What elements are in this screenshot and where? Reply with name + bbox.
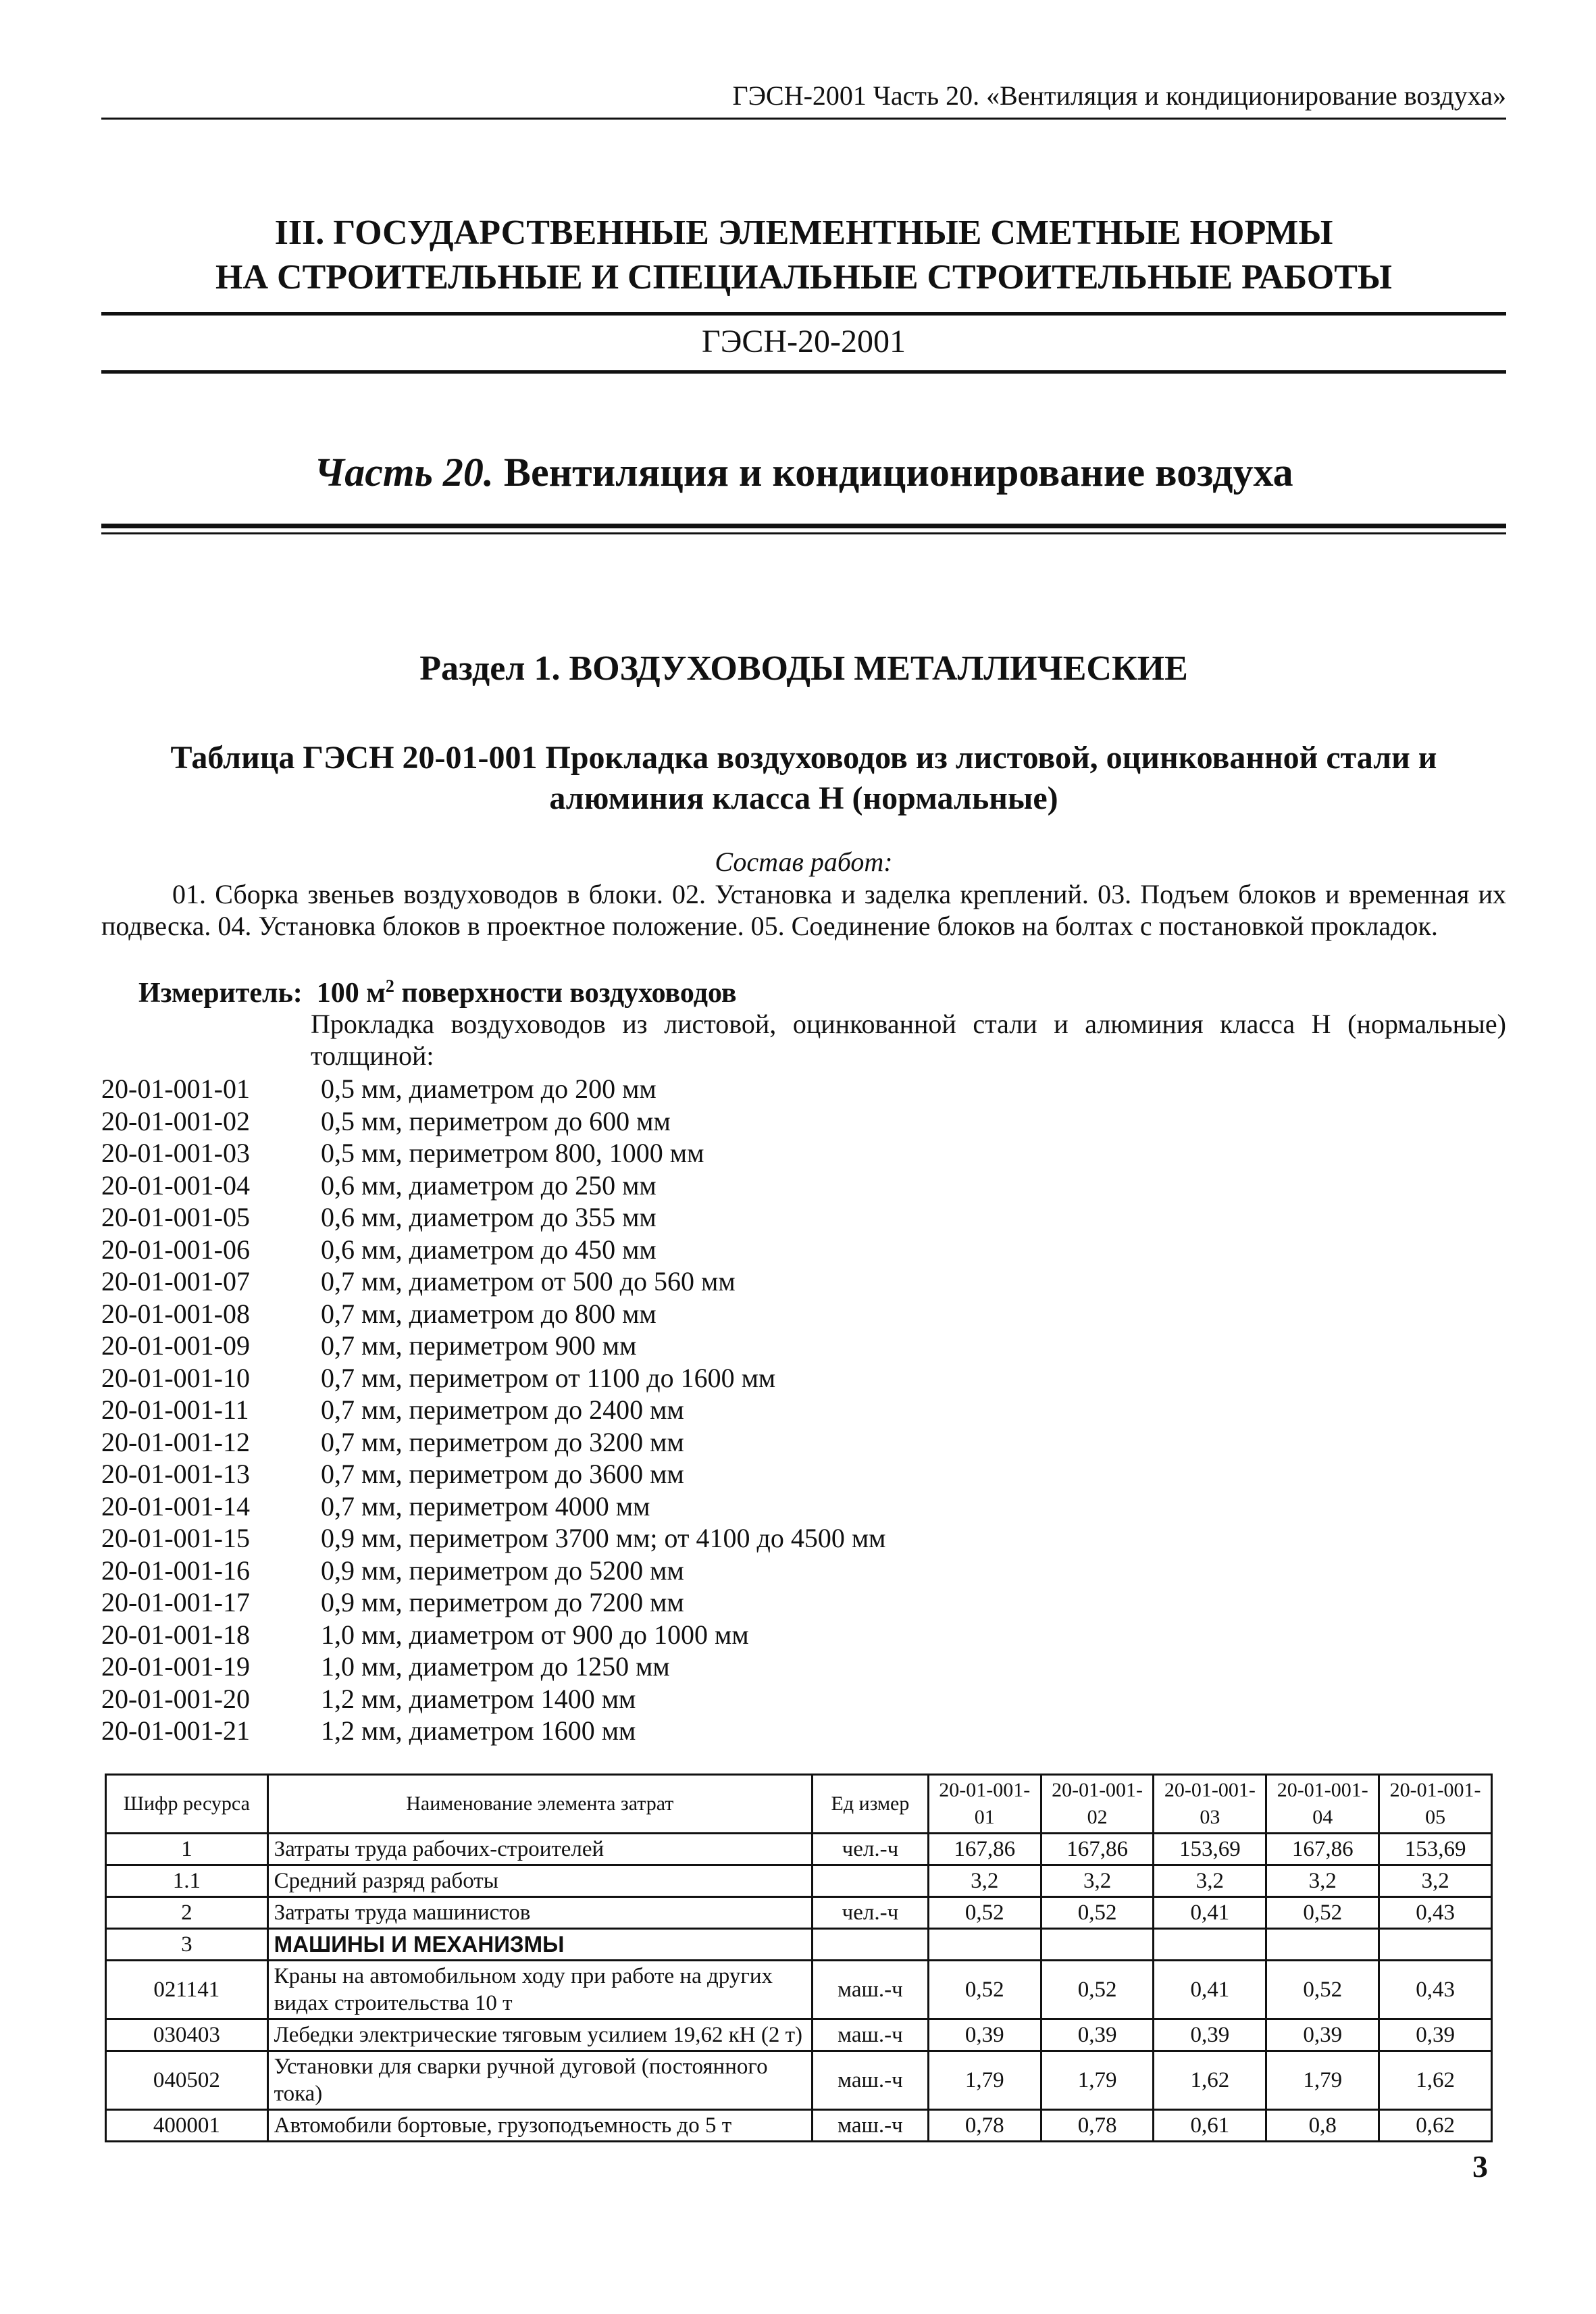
norm-row [101, 1234, 1506, 1266]
norm-description: 0,5 мм, периметром 800, 1000 мм [321, 1138, 704, 1169]
norm-description: 0,5 мм, периметром до 600 мм [321, 1105, 671, 1136]
norm-row [101, 1586, 1506, 1619]
norm-description: 0,9 мм, периметром 3700 мм; от 4100 до 4500 мм [321, 1523, 886, 1554]
norm-code: 20-01-001-19 [101, 1651, 250, 1682]
norm-code: 20-01-001-16 [101, 1555, 250, 1586]
norm-description: 0,7 мм, периметром до 3200 мм [321, 1426, 684, 1457]
norm-code: 20-01-001-21 [101, 1715, 250, 1746]
norm-description: 0,7 мм, периметром 900 мм [321, 1330, 637, 1361]
table-row [106, 1961, 1492, 2019]
table-row [106, 2110, 1492, 2142]
code-title: ГЭСН-20-2001 [701, 324, 906, 359]
cell-value [1041, 1929, 1154, 1961]
norm-row [101, 1298, 1506, 1330]
table-row [106, 1929, 1492, 1961]
cell-value: 0,52 [928, 1961, 1041, 2019]
cell-value: 0,39 [928, 2019, 1041, 2051]
table-title-line-1: Таблица ГЭСН 20-01-001 Прокладка воздуховодов из листовой, оцинкованной стали и [170, 740, 1437, 776]
cost-table-header [106, 1775, 1492, 1834]
header-unit: Ед измер [813, 1775, 929, 1834]
norm-code: 20-01-001-11 [101, 1394, 249, 1426]
cell-value: 0,8 [1266, 2110, 1379, 2142]
header-col-1: 20-01-001-01 [928, 1775, 1041, 1834]
title-rule-bottom [101, 370, 1506, 374]
norm-description: 0,7 мм, периметром до 2400 мм [321, 1394, 684, 1426]
part-title [101, 449, 1506, 496]
norm-row [101, 1619, 1506, 1651]
norm-code: 20-01-001-18 [101, 1619, 250, 1650]
cell-resource-code: 030403 [106, 2019, 268, 2051]
cell-cost-name: Затраты труда машинистов [267, 1897, 812, 1929]
cell-unit: чел.-ч [813, 1897, 929, 1929]
norm-code: 20-01-001-15 [101, 1523, 250, 1554]
norm-code: 20-01-001-03 [101, 1138, 250, 1169]
table-row [106, 2051, 1492, 2110]
header-resource: Шифр ресурса [106, 1775, 268, 1834]
cell-value: 167,86 [928, 1834, 1041, 1865]
norm-description: 0,7 мм, периметром 4000 мм [321, 1490, 650, 1521]
cell-value: 3,2 [928, 1865, 1041, 1897]
norm-row [101, 1137, 1506, 1169]
cell-resource-code: 3 [106, 1929, 268, 1961]
header-rule [101, 118, 1506, 120]
norm-code: 20-01-001-08 [101, 1298, 250, 1329]
document-title [101, 211, 1506, 300]
cell-unit [813, 1865, 929, 1897]
cell-value: 167,86 [1266, 1834, 1379, 1865]
cell-value: 0,52 [1041, 1961, 1154, 2019]
norm-row [101, 1201, 1506, 1234]
part-rule-thick [101, 524, 1506, 528]
norm-description: 0,6 мм, диаметром до 355 мм [321, 1202, 657, 1233]
cell-value: 0,41 [1154, 1961, 1266, 2019]
cell-value: 0,78 [1041, 2110, 1154, 2142]
norm-row [101, 1683, 1506, 1715]
norm-row [101, 1715, 1506, 1747]
norm-code: 20-01-001-06 [101, 1234, 250, 1265]
norm-description: 0,9 мм, периметром до 7200 мм [321, 1587, 684, 1618]
cell-unit: маш.-ч [813, 2051, 929, 2110]
norm-description: 0,7 мм, диаметром от 500 до 560 мм [321, 1266, 736, 1297]
cell-value: 0,43 [1379, 1897, 1492, 1929]
norm-description: 0,5 мм, диаметром до 200 мм [321, 1074, 657, 1105]
cell-value [1266, 1929, 1379, 1961]
cell-value: 0,39 [1154, 2019, 1266, 2051]
cell-cost-name: Установки для сварки ручной дуговой (постоянного тока) [267, 2051, 812, 2110]
cell-value: 0,41 [1154, 1897, 1266, 1929]
table-row [106, 1834, 1492, 1865]
norm-description: 1,2 мм, диаметром 1400 мм [321, 1683, 636, 1714]
cell-cost-name: Лебедки электрические тяговым усилием 19,62 кН (2 т) [267, 2019, 812, 2051]
cell-value: 3,2 [1379, 1865, 1492, 1897]
norm-row [101, 1169, 1506, 1202]
cell-value: 0,52 [1266, 1961, 1379, 2019]
cell-resource-code: 1 [106, 1834, 268, 1865]
norm-description: 1,0 мм, диаметром до 1250 мм [321, 1651, 670, 1682]
norm-row [101, 1651, 1506, 1683]
cell-resource-code: 2 [106, 1897, 268, 1929]
works-text: 01. Сборка звеньев воздуховодов в блоки. 02. Установка и заделка креплений. 03. Подъем блоков и временная их подвеска. 04. Установка блоков в проектное положение. 05. Соединение блоков на болтах с постановкой прокладок. [101, 879, 1506, 941]
part-label: Часть 20. [314, 450, 494, 495]
page-number: 3 [1472, 2149, 1488, 2184]
header-col-2: 20-01-001-02 [1041, 1775, 1154, 1834]
title-rule-top [101, 312, 1506, 316]
header-name: Наименование элемента затрат [267, 1775, 812, 1834]
cell-value [928, 1929, 1041, 1961]
cell-value: 153,69 [1154, 1834, 1266, 1865]
norm-code: 20-01-001-04 [101, 1169, 250, 1201]
cell-value: 0,39 [1379, 2019, 1492, 2051]
measure-unit [138, 976, 737, 1009]
measure-label: Измеритель: [138, 978, 303, 1009]
section-title: Раздел 1. ВОЗДУХОВОДЫ МЕТАЛЛИЧЕСКИЕ [419, 649, 1188, 688]
cell-value: 1,62 [1379, 2051, 1492, 2110]
table-title-line-2: алюминия класса Н (нормальные) [549, 780, 1058, 816]
cell-cost-name: Средний разряд работы [267, 1865, 812, 1897]
measure-sup: 2 [385, 976, 394, 996]
cell-unit: маш.-ч [813, 2110, 929, 2142]
norm-row [101, 1458, 1506, 1490]
norm-description: 0,9 мм, периметром до 5200 мм [321, 1555, 684, 1586]
header-col-3: 20-01-001-03 [1154, 1775, 1266, 1834]
cell-resource-code: 1.1 [106, 1865, 268, 1897]
norm-description: 0,7 мм, диаметром до 800 мм [321, 1298, 657, 1329]
norm-row [101, 1362, 1506, 1394]
table-title [101, 738, 1506, 819]
cell-cost-name: Автомобили бортовые, грузоподъемность до 5 т [267, 2110, 812, 2142]
norm-code: 20-01-001-12 [101, 1426, 250, 1457]
cell-value: 0,52 [928, 1897, 1041, 1929]
norm-row [101, 1522, 1506, 1555]
cell-value: 0,52 [1266, 1897, 1379, 1929]
norm-description: 0,7 мм, периметром от 1100 до 1600 мм [321, 1362, 776, 1393]
cell-value [1379, 1929, 1492, 1961]
norm-row [101, 1490, 1506, 1523]
cell-value: 0,61 [1154, 2110, 1266, 2142]
cell-unit: чел.-ч [813, 1834, 929, 1865]
norm-description: 1,0 мм, диаметром от 900 до 1000 мм [321, 1619, 749, 1650]
header-col-4: 20-01-001-04 [1266, 1775, 1379, 1834]
works-heading: Состав работ: [715, 847, 893, 877]
table-row [106, 2019, 1492, 2051]
cell-cost-name: МАШИНЫ И МЕХАНИЗМЫ [267, 1929, 812, 1961]
cell-value: 3,2 [1041, 1865, 1154, 1897]
cell-value: 167,86 [1041, 1834, 1154, 1865]
norm-row [101, 1426, 1506, 1459]
norm-row [101, 1555, 1506, 1587]
cell-unit [813, 1929, 929, 1961]
cell-value: 1,79 [1266, 2051, 1379, 2110]
norm-code: 20-01-001-10 [101, 1362, 250, 1393]
header-col-5: 20-01-001-05 [1379, 1775, 1492, 1834]
cell-value [1154, 1929, 1266, 1961]
cell-value: 0,43 [1379, 1961, 1492, 2019]
cell-value: 0,39 [1041, 2019, 1154, 2051]
cell-cost-name: Краны на автомобильном ходу при работе на других видах строительства 10 т [267, 1961, 812, 2019]
cell-value: 0,39 [1266, 2019, 1379, 2051]
norm-code: 20-01-001-17 [101, 1587, 250, 1618]
running-header: ГЭСН-2001 Часть 20. «Вентиляция и кондиционирование воздуха» [732, 80, 1506, 111]
cell-value: 1,79 [1041, 2051, 1154, 2110]
norm-code: 20-01-001-20 [101, 1683, 250, 1714]
cell-value: 153,69 [1379, 1834, 1492, 1865]
cell-value: 0,62 [1379, 2110, 1492, 2142]
norm-code: 20-01-001-09 [101, 1330, 250, 1361]
cell-value: 1,79 [928, 2051, 1041, 2110]
norm-description: 1,2 мм, диаметром 1600 мм [321, 1715, 636, 1746]
cell-unit: маш.-ч [813, 1961, 929, 2019]
norm-description: 0,6 мм, диаметром до 450 мм [321, 1234, 657, 1265]
table-row [106, 1865, 1492, 1897]
title-line-1: III. ГОСУДАРСТВЕННЫЕ ЭЛЕМЕНТНЫЕ СМЕТНЫЕ НОРМЫ [274, 213, 1333, 252]
table-row [106, 1897, 1492, 1929]
norm-code: 20-01-001-13 [101, 1459, 250, 1490]
title-line-2: НА СТРОИТЕЛЬНЫЕ И СПЕЦИАЛЬНЫЕ СТРОИТЕЛЬНЫЕ РАБОТЫ [215, 258, 1392, 297]
norm-row [101, 1105, 1506, 1138]
norm-row [101, 1394, 1506, 1426]
part-name: Вентиляция и кондиционирование воздуха [503, 450, 1293, 495]
norm-description: 0,7 мм, периметром до 3600 мм [321, 1459, 684, 1490]
norm-description: 0,6 мм, диаметром до 250 мм [321, 1169, 657, 1201]
part-rule-thin [101, 532, 1506, 534]
norm-code: 20-01-001-14 [101, 1490, 250, 1521]
norm-list [101, 1073, 1506, 1747]
cell-value: 3,2 [1154, 1865, 1266, 1897]
cell-resource-code: 400001 [106, 2110, 268, 2142]
cell-value: 0,52 [1041, 1897, 1154, 1929]
cell-unit: маш.-ч [813, 2019, 929, 2051]
cell-cost-name: Затраты труда рабочих-строителей [267, 1834, 812, 1865]
measure-description: Прокладка воздуховодов из листовой, оцинкованной стали и алюминия класса Н (нормальные) толщиной: [311, 1009, 1506, 1071]
norm-code: 20-01-001-01 [101, 1074, 250, 1105]
cost-table [105, 1774, 1493, 2142]
cell-value: 3,2 [1266, 1865, 1379, 1897]
norm-row [101, 1330, 1506, 1362]
norm-code: 20-01-001-02 [101, 1105, 250, 1136]
cell-value: 0,78 [928, 2110, 1041, 2142]
norm-code: 20-01-001-05 [101, 1202, 250, 1233]
norm-row [101, 1265, 1506, 1298]
norm-code: 20-01-001-07 [101, 1266, 250, 1297]
cell-value: 1,62 [1154, 2051, 1266, 2110]
cell-resource-code: 040502 [106, 2051, 268, 2110]
cell-resource-code: 021141 [106, 1961, 268, 2019]
measure-rest: поверхности воздуховодов [394, 978, 737, 1009]
norm-row [101, 1073, 1506, 1105]
measure-value: 100 м [316, 978, 386, 1009]
